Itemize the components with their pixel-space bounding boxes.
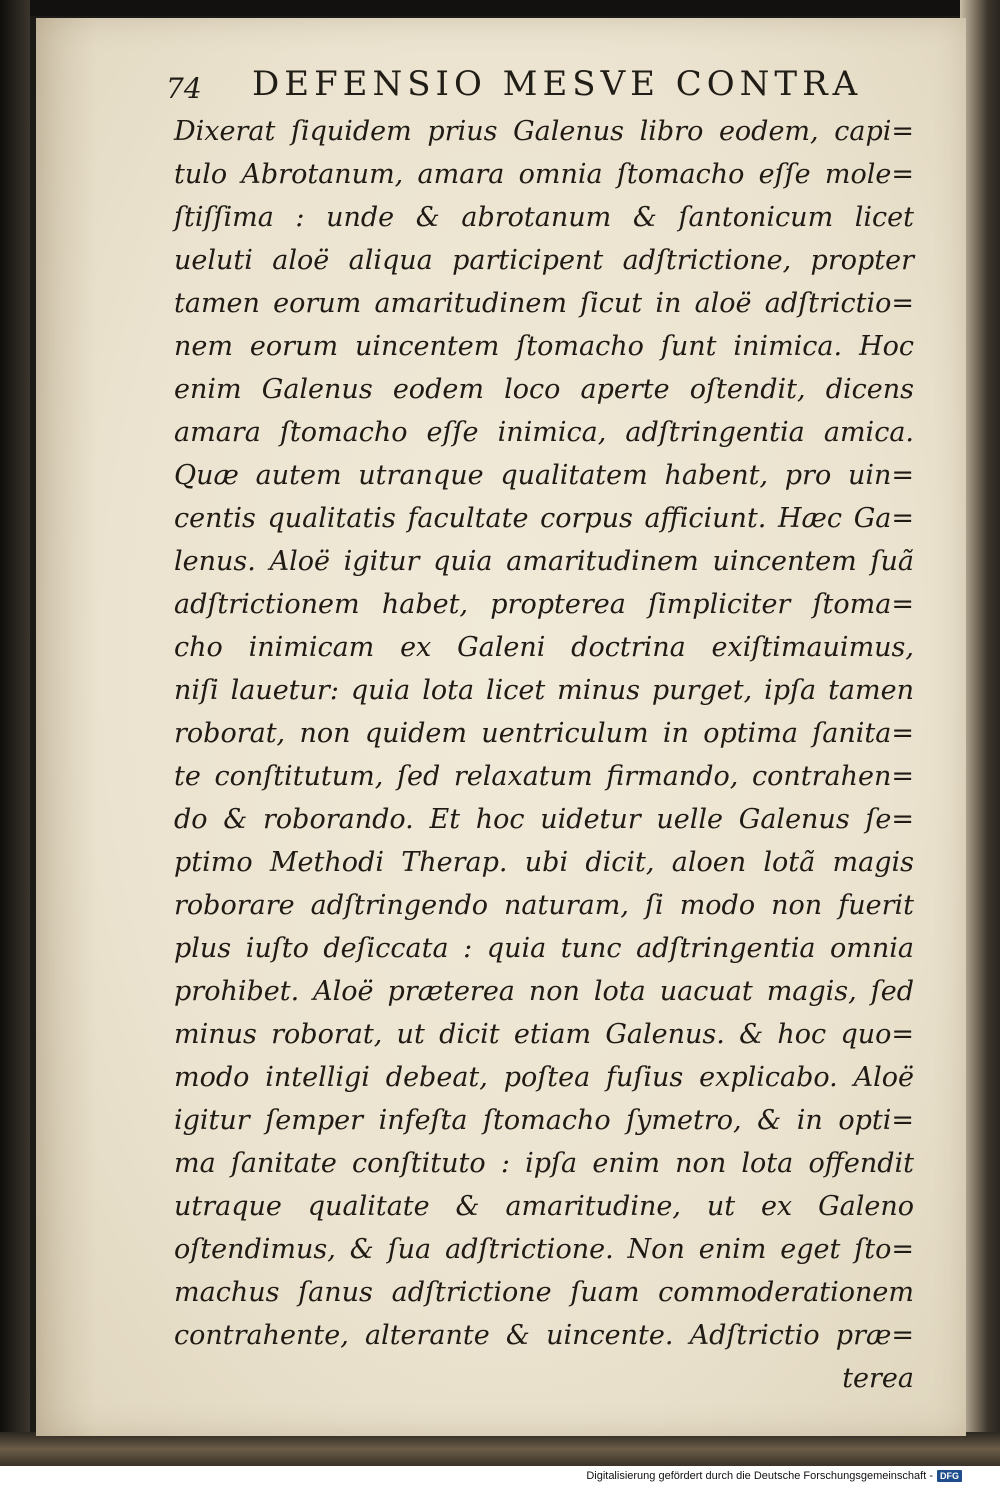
text-line: modo intelligi debeat, poſtea fuſius explicabo. Aloë <box>174 1062 914 1093</box>
text-line: te conſtitutum, ſed relaxatum firmando, contrahen= <box>174 761 914 792</box>
text-line: niſi lauetur: quia lota licet minus purget, ipſa tamen <box>174 675 914 706</box>
text-line: ptimo Methodi Therap. ubi dicit, aloen lotã magis <box>174 847 914 878</box>
text-line: minus roborat, ut dicit etiam Galenus. & hoc quo= <box>174 1019 914 1050</box>
text-line: enim Galenus eodem loco aperte oſtendit, dicens <box>174 374 914 405</box>
dfg-logo: DFG <box>937 1470 962 1482</box>
text-line: lenus. Aloë igitur quia amaritudinem uincentem ſuã <box>174 546 914 577</box>
book-fore-edge <box>960 0 1000 1466</box>
text-line: nem eorum uincentem ſtomacho ſunt inimica. Hoc <box>174 331 914 362</box>
text-line: Quæ autem utranque qualitatem habent, pro uin= <box>174 460 914 491</box>
running-head: DEFENSIO MESVE CONTRA <box>252 64 863 104</box>
text-line: do & roborando. Et hoc uidetur uelle Galenus ſe= <box>174 804 914 835</box>
text-line: prohibet. Aloë præterea non lota uacuat magis, ſed <box>174 976 914 1007</box>
body-text <box>174 110 914 1400</box>
text-line: ma ſanitate conſtituto : ipſa enim non lota offendit <box>174 1148 914 1179</box>
text-line: ueluti aloë aliqua participent adſtrictione, propter <box>174 245 914 276</box>
text-line: roborat, non quidem uentriculum in optima ſanita= <box>174 718 914 749</box>
text-line: tulo Abrotanum, amara omnia ſtomacho eſſe mole= <box>174 159 914 190</box>
text-line: Dixerat ſiquidem prius Galenus libro eodem, capi= <box>174 116 914 147</box>
text-line: ſtiſſima : unde & abrotanum & ſantonicum licet <box>174 202 914 233</box>
text-line: roborare adſtringendo naturam, ſi modo non fuerit <box>174 890 914 921</box>
page-header <box>166 64 906 114</box>
page-gutter-shadow <box>36 18 96 1436</box>
credit-text: Digitalisierung gefördert durch die Deutsche Forschungsgemeinschaft - <box>586 1470 933 1482</box>
text-line: amara ſtomacho eſſe inimica, adſtringentia amica. <box>174 417 914 448</box>
text-line: utraque qualitate & amaritudine, ut ex Galeno <box>174 1191 914 1222</box>
book-bottom-edge <box>0 1432 1000 1466</box>
book-top-edge <box>0 0 1000 16</box>
digitization-credit <box>586 1470 962 1482</box>
page-number: 74 <box>166 72 202 105</box>
text-line: terea <box>842 1363 914 1394</box>
text-line: igitur ſemper infeſta ſtomacho ſymetro, & in opti= <box>174 1105 914 1136</box>
book-binding-edge <box>0 0 30 1466</box>
text-line: machus ſanus adſtrictione ſuam commoderationem <box>174 1277 914 1308</box>
text-line: centis qualitatis facultate corpus afficiunt. Hæc Ga= <box>174 503 914 534</box>
text-line: oſtendimus, & ſua adſtrictione. Non enim eget ſto= <box>174 1234 914 1265</box>
text-line: cho inimicam ex Galeni doctrina exiſtimauimus, <box>174 632 914 663</box>
text-line: tamen eorum amaritudinem ſicut in aloë adſtrictio= <box>174 288 914 319</box>
text-line: plus iuſto deſiccata : quia tunc adſtringentia omnia <box>174 933 914 964</box>
text-line: contrahente, alterante & uincente. Adſtrictio præ= <box>174 1320 914 1351</box>
text-line: adſtrictionem habet, propterea ſimpliciter ſtoma= <box>174 589 914 620</box>
